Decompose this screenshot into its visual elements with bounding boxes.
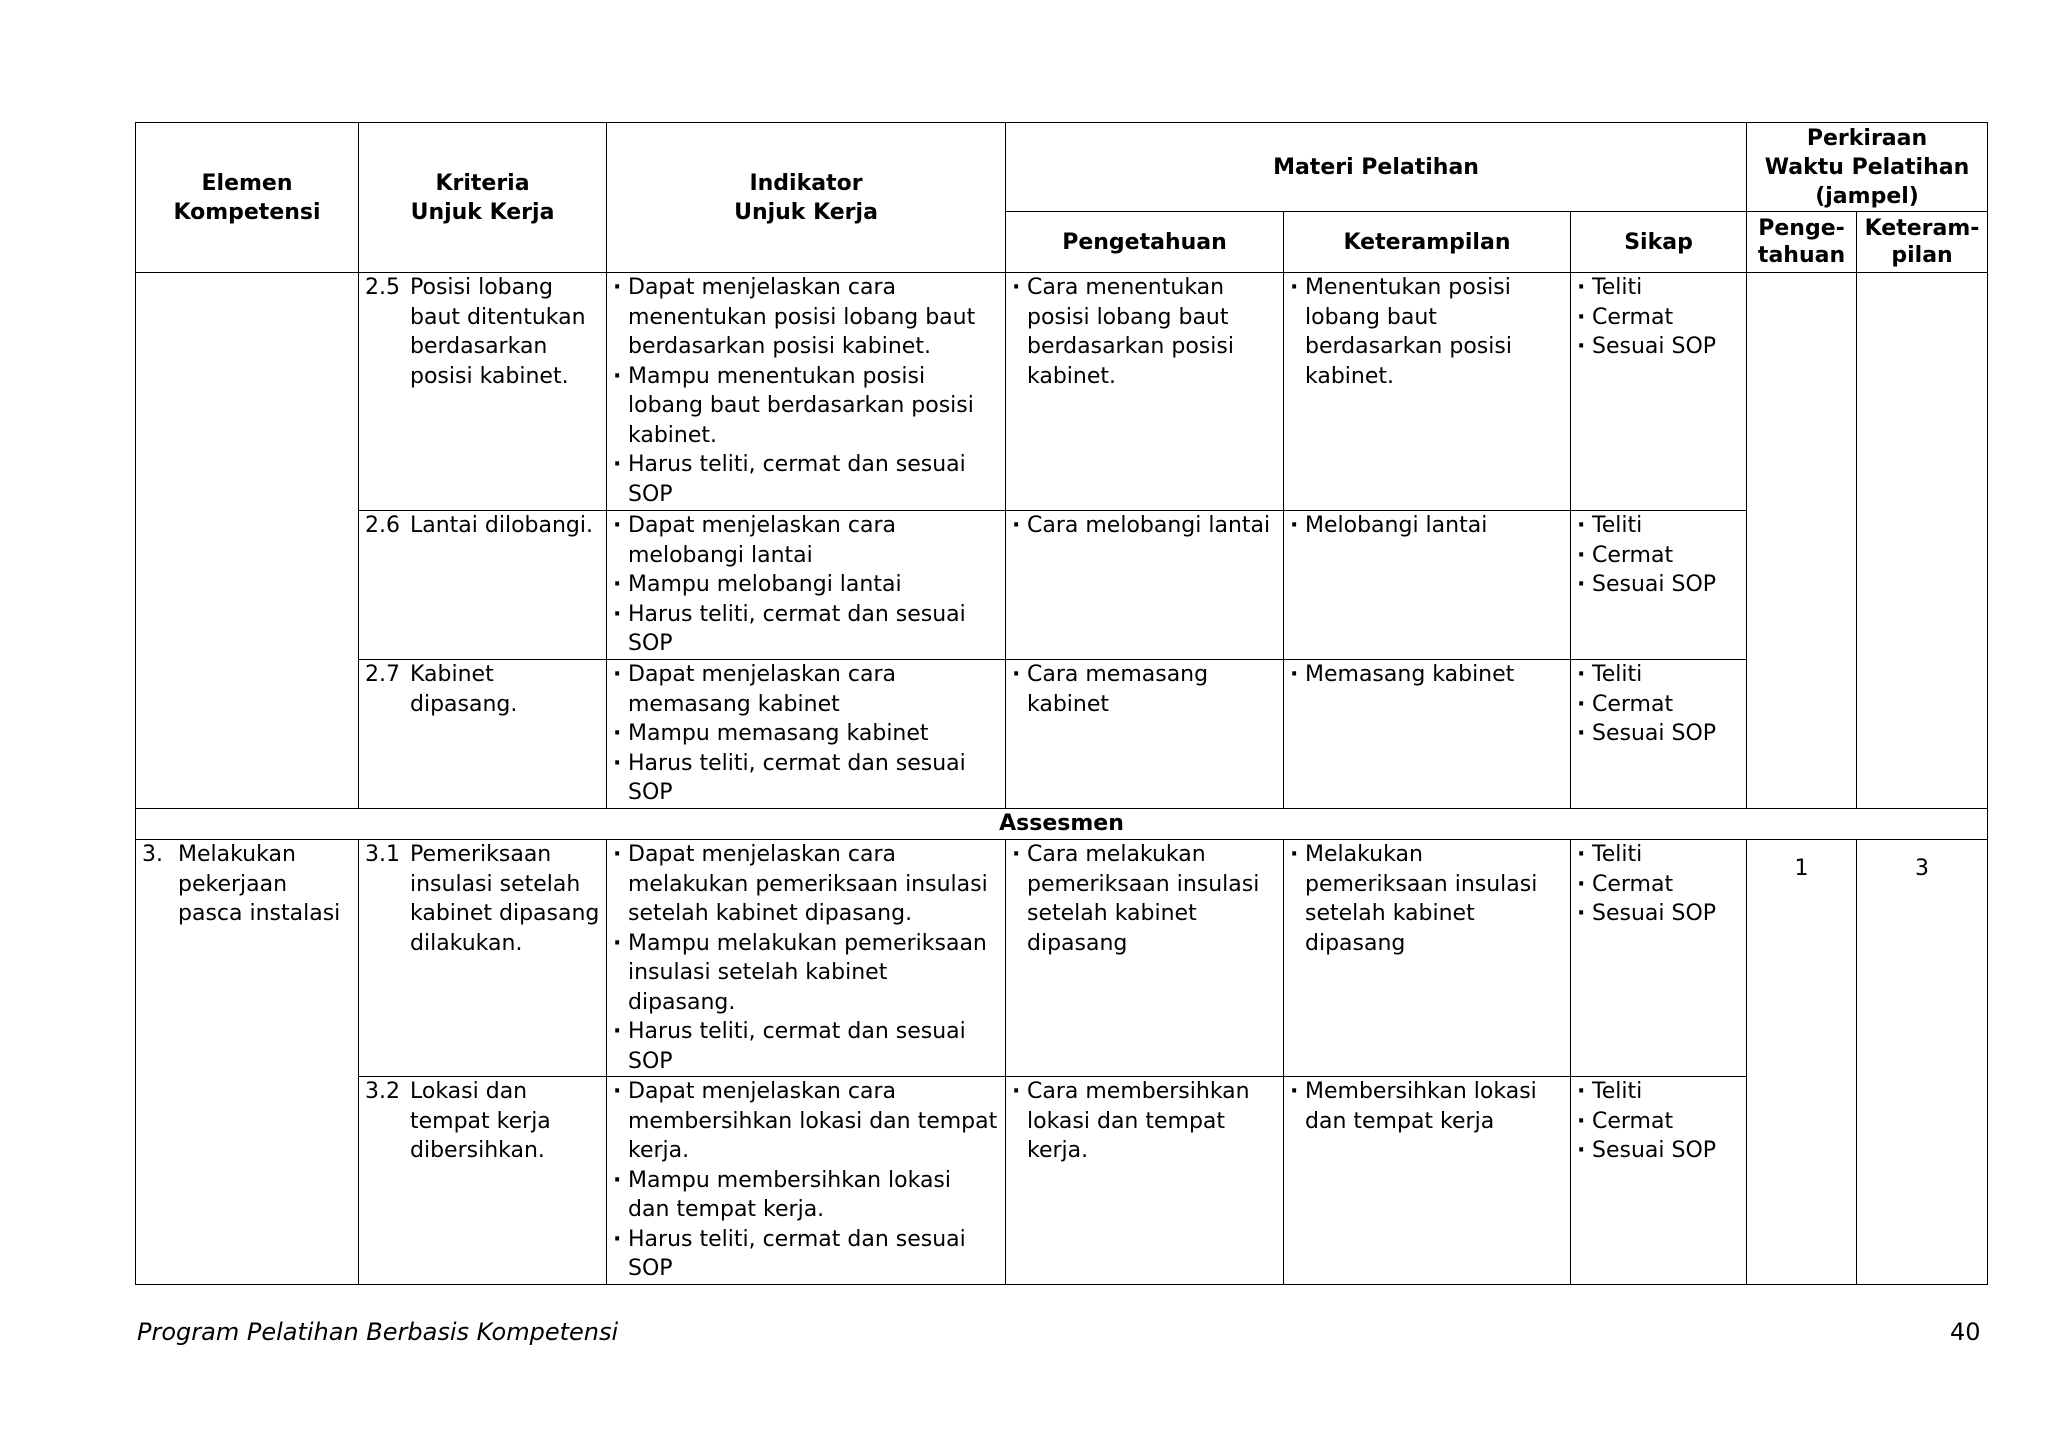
table-row — [136, 840, 1988, 1077]
list-item: · Sesuai SOP — [1577, 570, 1740, 600]
list-item: · Cara menentukan posisi lobang baut berdasarkan posisi kabinet. — [1012, 273, 1277, 391]
list-item: · Harus teliti, cermat dan sesuai SOP — [613, 749, 999, 808]
indikator-cell — [607, 660, 1006, 809]
table-row — [136, 273, 1988, 511]
list-item: · Menentukan posisi lobang baut berdasarkan posisi kabinet. — [1290, 273, 1564, 391]
element-cell — [136, 840, 359, 1285]
assesmen-label: Assesmen — [136, 809, 1988, 840]
list-item: · Teliti — [1577, 660, 1740, 690]
pengetahuan-cell — [1006, 660, 1284, 809]
header-perkiraan: Perkiraan Waktu Pelatihan (jampel) — [1747, 123, 1988, 212]
pengetahuan-cell — [1006, 840, 1284, 1077]
list-item: · Mampu melakukan pemeriksaan insulasi setelah kabinet dipasang. — [613, 929, 999, 1018]
kuk-cell — [359, 273, 607, 511]
element-number: 3. — [142, 842, 163, 867]
kuk-number: 2.6 — [365, 513, 400, 538]
element-text: Melakukan pekerjaan pasca instalasi — [178, 842, 341, 926]
kuk-cell — [359, 1077, 607, 1285]
jp-pengetahuan-value: 1 — [1747, 840, 1857, 1285]
header-jp-pengetahuan: Penge- tahuan — [1747, 212, 1857, 273]
sikap-cell — [1571, 273, 1747, 511]
kuk-number: 3.1 — [365, 842, 400, 867]
list-item: · Memasang kabinet — [1290, 660, 1564, 690]
header-keterampilan: Keterampilan — [1284, 212, 1571, 273]
indikator-cell — [607, 511, 1006, 660]
kuk-text: Pemeriksaan insulasi setelah kabinet dipasang dilakukan. — [410, 842, 600, 956]
list-item: · Teliti — [1577, 840, 1740, 870]
kuk-number: 2.7 — [365, 662, 400, 687]
header-indikator: Indikator Unjuk Kerja — [607, 123, 1006, 273]
pengetahuan-cell — [1006, 1077, 1284, 1285]
list-item: · Sesuai SOP — [1577, 332, 1740, 362]
list-item: · Sesuai SOP — [1577, 899, 1740, 929]
list-item: · Dapat menjelaskan cara melakukan pemeriksaan insulasi setelah kabinet dipasang. — [613, 840, 999, 929]
table-row — [136, 511, 1988, 660]
header-pengetahuan: Pengetahuan — [1006, 212, 1284, 273]
list-item: · Cermat — [1577, 303, 1740, 333]
page-number: 40 — [1950, 1318, 1981, 1346]
list-item: · Melakukan pemeriksaan insulasi setelah kabinet dipasang — [1290, 840, 1564, 958]
kuk-cell — [359, 660, 607, 809]
header-sikap: Sikap — [1571, 212, 1747, 273]
list-item: · Mampu menentukan posisi lobang baut berdasarkan posisi kabinet. — [613, 362, 999, 451]
sikap-cell — [1571, 1077, 1747, 1285]
list-item: · Dapat menjelaskan cara melobangi lantai — [613, 511, 999, 570]
kuk-cell — [359, 511, 607, 660]
list-item: · Dapat menjelaskan cara memasang kabinet — [613, 660, 999, 719]
footer-title: Program Pelatihan Berbasis Kompetensi — [137, 1318, 619, 1346]
keterampilan-cell — [1284, 273, 1571, 511]
list-item: · Mampu melobangi lantai — [613, 570, 999, 600]
kuk-cell — [359, 840, 607, 1077]
list-item: · Harus teliti, cermat dan sesuai SOP — [613, 1225, 999, 1284]
list-item: · Dapat menjelaskan cara membersihkan lokasi dan tempat kerja. — [613, 1077, 999, 1166]
list-item: · Teliti — [1577, 1077, 1740, 1107]
jp-keterampilan-empty — [1857, 273, 1988, 809]
pengetahuan-cell — [1006, 511, 1284, 660]
kuk-text: Posisi lobang baut ditentukan berdasarkan posisi kabinet. — [410, 275, 586, 389]
list-item: · Mampu memasang kabinet — [613, 719, 999, 749]
kuk-number: 2.5 — [365, 275, 400, 300]
list-item: · Teliti — [1577, 511, 1740, 541]
list-item: · Harus teliti, cermat dan sesuai SOP — [613, 1017, 999, 1076]
jp-keterampilan-value: 3 — [1857, 840, 1988, 1285]
list-item: · Sesuai SOP — [1577, 719, 1740, 749]
indikator-cell — [607, 1077, 1006, 1285]
table-row — [136, 1077, 1988, 1285]
header-jp-keterampilan: Keteram- pilan — [1857, 212, 1988, 273]
list-item: · Cermat — [1577, 690, 1740, 720]
list-item: · Cermat — [1577, 870, 1740, 900]
sikap-cell — [1571, 660, 1747, 809]
list-item: · Cermat — [1577, 1107, 1740, 1137]
list-item: · Harus teliti, cermat dan sesuai SOP — [613, 600, 999, 659]
competency-table — [135, 122, 1988, 1285]
list-item: · Cermat — [1577, 541, 1740, 571]
list-item: · Melobangi lantai — [1290, 511, 1564, 541]
list-item: · Cara memasang kabinet — [1012, 660, 1277, 719]
list-item: · Dapat menjelaskan cara menentukan posisi lobang baut berdasarkan posisi kabinet. — [613, 273, 999, 362]
kuk-text: Kabinet dipasang. — [410, 662, 518, 717]
header-materi: Materi Pelatihan — [1006, 123, 1747, 212]
sikap-cell — [1571, 840, 1747, 1077]
keterampilan-cell — [1284, 1077, 1571, 1285]
kuk-number: 3.2 — [365, 1079, 400, 1104]
sikap-cell — [1571, 511, 1747, 660]
table-row — [136, 660, 1988, 809]
pengetahuan-cell — [1006, 273, 1284, 511]
header-elemen: Elemen Kompetensi — [136, 123, 359, 273]
list-item: · Teliti — [1577, 273, 1740, 303]
list-item: · Mampu membersihkan lokasi dan tempat kerja. — [613, 1166, 999, 1225]
list-item: · Harus teliti, cermat dan sesuai SOP — [613, 450, 999, 509]
kuk-text: Lokasi dan tempat kerja dibersihkan. — [410, 1079, 551, 1163]
list-item: · Cara melobangi lantai — [1012, 511, 1277, 541]
indikator-cell — [607, 840, 1006, 1077]
list-item: · Membersihkan lokasi dan tempat kerja — [1290, 1077, 1564, 1136]
keterampilan-cell — [1284, 840, 1571, 1077]
list-item: · Cara melakukan pemeriksaan insulasi setelah kabinet dipasang — [1012, 840, 1277, 958]
keterampilan-cell — [1284, 511, 1571, 660]
jp-pengetahuan-empty — [1747, 273, 1857, 809]
keterampilan-cell — [1284, 660, 1571, 809]
assesmen-row — [136, 809, 1988, 840]
element-cell-empty — [136, 273, 359, 809]
list-item: · Cara membersihkan lokasi dan tempat kerja. — [1012, 1077, 1277, 1166]
kuk-text: Lantai dilobangi. — [410, 513, 594, 538]
indikator-cell — [607, 273, 1006, 511]
header-kriteria: Kriteria Unjuk Kerja — [359, 123, 607, 273]
list-item: · Sesuai SOP — [1577, 1136, 1740, 1166]
